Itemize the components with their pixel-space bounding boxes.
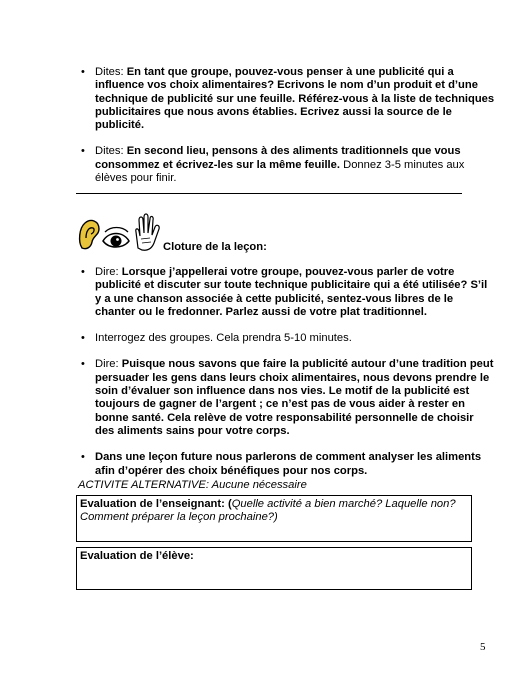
ear-icon (80, 221, 99, 249)
list-item: • Dire: Lorsque j’appellerai votre groupe, pouvez-vous parler de votre publicité et discuter sur toute technique publicitaire qui a été utilisée? S’il y a une chanson associée à cette publicité, sentez-vous libres de le chanter ou le fredonner. Parlez aussi de votre plat traditionnel. (81, 266, 488, 318)
list-item: • Dites: En second lieu, pensons à des aliments traditionnels que vous consommez et écrivez-les sur la même feuille. Donnez 3-5 minutes aux élèves pour finir. (81, 145, 465, 185)
alternative-activity: ACTIVITE ALTERNATIVE: Aucune nécessaire (78, 479, 307, 491)
list-item: • Interrogez des groupes. Cela prendra 5-10 minutes. (81, 332, 352, 345)
section-divider (76, 193, 462, 194)
page-number: 5 (480, 641, 486, 653)
student-eval-label: Evaluation de l’élève: (80, 550, 194, 562)
bullet-icon: • (81, 358, 85, 371)
list-item: • Dans une leçon future nous parlerons de comment analyser les aliments afin d’opérer des choix bénéfiques pour nos corps. (81, 451, 482, 477)
bullet-icon: • (81, 266, 85, 278)
bullet-icon: • (81, 145, 85, 158)
eye-icon (103, 228, 129, 248)
teacher-eval-label: Evaluation de l’enseignant: ( (80, 498, 232, 510)
senses-icons (76, 212, 160, 252)
hand-icon (136, 214, 159, 250)
bullet-icon: • (81, 66, 85, 78)
teacher-evaluation-box[interactable] (76, 495, 472, 542)
top-bullet-list (81, 66, 495, 185)
list-item: • Dire: Puisque nous savons que faire la publicité autour d’une tradition peut persuader les gens dans leurs choix alimentaires, nous devons prendre le soin d’évaluer son influence dans nos vies. Le motif de la publicité est toujours de gagner de l’argent ; ce n’est pas de vous aider à rester en bonne santé. Cela relève de votre responsabilité personnelle de choisir des aliments sains pour votre corps. (81, 358, 494, 437)
closing-title: Cloture de la leçon: (163, 241, 267, 253)
closing-bullet-list (81, 266, 495, 478)
bullet-icon: • (81, 451, 85, 464)
student-evaluation-box[interactable] (76, 547, 472, 590)
teacher-eval-prompt: Quelle activité a bien marché? Laquelle non? Comment préparer la leçon prochaine?) (80, 498, 456, 524)
list-item: • Dites: En tant que groupe, pouvez-vous penser à une publicité qui a influence vos choix alimentaires? Ecrivons le nom d’un produit et d’une technique de publicité sur une feuille. Référez-vous à la liste de techniques publicitaires que nous avons établies. Ecrivez aussi la source de le publicité. (81, 66, 495, 132)
bullet-icon: • (81, 332, 85, 345)
